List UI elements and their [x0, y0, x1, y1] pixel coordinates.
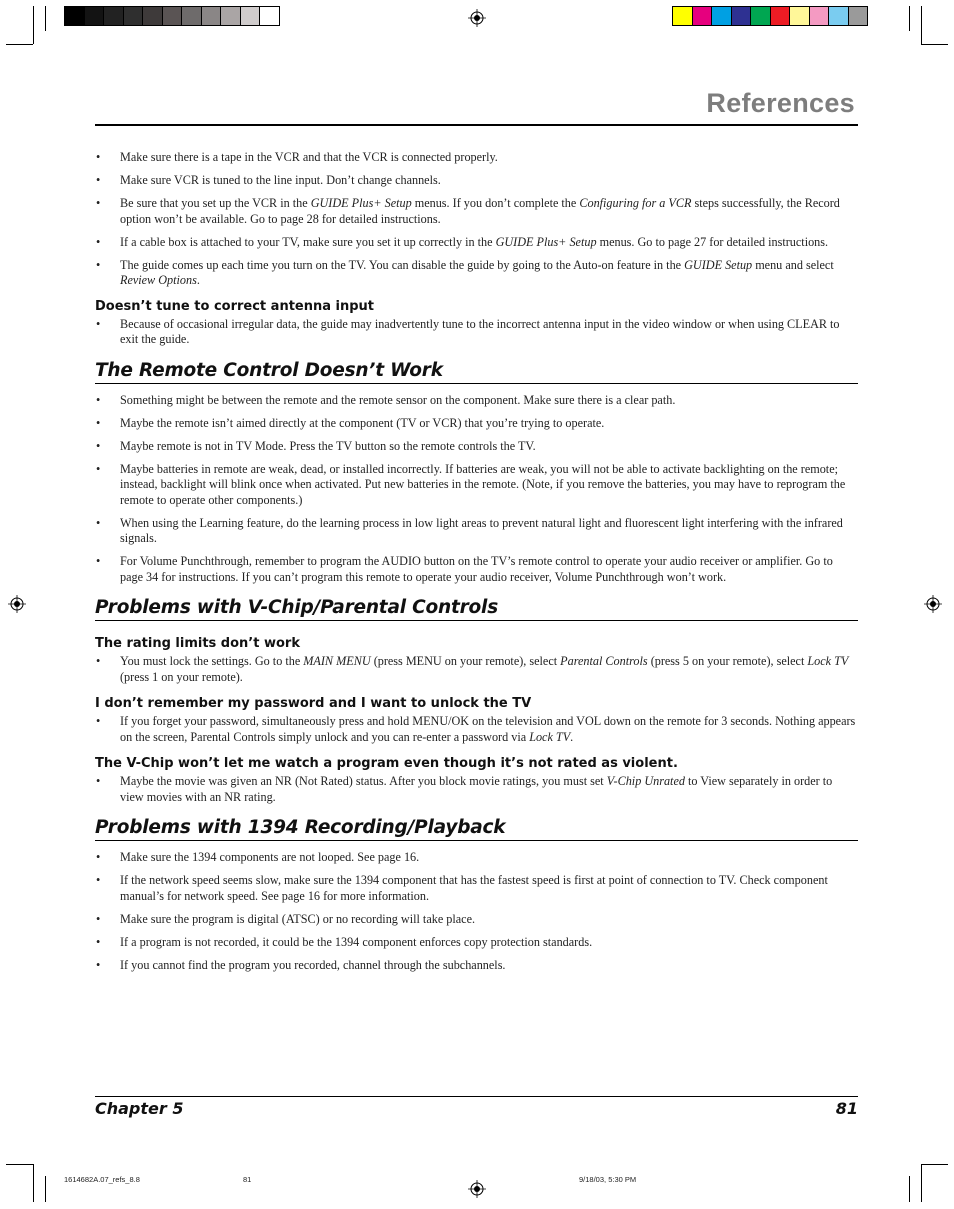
bullet-text: If you forget your password, simultaneously press and hold MENU/OK on the television and VOL down on the remote for 3 seconds. Nothing appears on the screen, Parental Controls simply unlock and you can re-enter a password via [120, 714, 856, 744]
gray-swatch [182, 7, 202, 25]
bullet-text: Something might be between the remote and the remote sensor on the component. Make sure there is a clear path. [120, 392, 676, 407]
gray-swatch [163, 7, 183, 25]
bullet-text: Maybe batteries in remote are weak, dead, or installed incorrectly. If batteries are weak, you will not be able to activate backlighting on the remote; instead, backlight will blink once when activated. Put new batteries in the remote. (Note, if you remove the batteries, you may have to reprogram the remote to operate other components.) [120, 461, 846, 507]
color-swatch [732, 7, 752, 25]
bullet-text: menus. If you don’t complete the [411, 196, 580, 210]
gray-swatch [124, 7, 144, 25]
bullet-text: Maybe the remote isn’t aimed directly at the component (TV or VCR) that you’re trying to operate. [120, 415, 605, 430]
bullet-text: For Volume Punchthrough, remember to program the AUDIO button on the TV’s remote control to operate your audio receiver or amplifier. Go to page 34 for instructions. If you can’t program this remote to operate your audio receiver, Volume Punchthrough won’t work. [120, 554, 833, 584]
bullet-text: If you cannot find the program you recorded, channel through the subchannels. [120, 957, 506, 972]
violent-bullet-list [95, 774, 858, 805]
bullet-text: (press 1 on your remote). [120, 669, 243, 684]
bullet-text: to View separately in order to view movies with an NR rating. [120, 774, 833, 804]
antenna-bullet-list [95, 317, 858, 348]
menu-name: Configuring for a VCR [579, 196, 692, 210]
rating-subheading: The rating limits don’t work [95, 636, 300, 651]
color-swatch [849, 7, 868, 25]
chapter-label: Chapter 5 [95, 1099, 184, 1118]
bullet-text: (press 5 on your remote), select [647, 654, 808, 668]
list-item [95, 150, 858, 166]
gray-swatch [260, 7, 279, 25]
slug-filename: 1614682A.07_refs_8.8 [64, 1175, 140, 1184]
bullet-text: If the network speed seems slow, make sure the 1394 component that has the fastest speed is first at point of connection to TV. Check component manual’s for network speed. See page 16 for more information. [120, 873, 828, 903]
password-bullet-list [95, 714, 858, 745]
grayscale-bar [64, 6, 280, 26]
list-item [95, 317, 858, 348]
slug-date: 9/18/03, 5:30 PM [579, 1175, 637, 1184]
list-item [95, 173, 858, 189]
bullet-text: If a cable box is attached to your TV, make sure you set it up correctly in the [120, 234, 496, 249]
intro-bullet-list [95, 150, 858, 289]
menu-name: MAIN MENU [303, 654, 371, 668]
menu-name: GUIDE Plus+ Setup [495, 234, 597, 249]
list-item [95, 935, 858, 951]
antenna-subheading: Doesn’t tune to correct antenna input [95, 298, 375, 314]
bullet-text: (press MENU on your remote), select [370, 654, 561, 668]
registration-mark-icon [468, 9, 486, 27]
registration-mark-icon [468, 1180, 486, 1198]
list-item [95, 196, 858, 227]
registration-mark-icon [8, 595, 26, 613]
gray-swatch [143, 7, 163, 25]
remote-section-heading: The Remote Control Doesn’t Work [95, 360, 858, 384]
bullet-text: Make sure the 1394 components are not looped. See page 16. [120, 850, 420, 864]
violent-subheading: The V-Chip won’t let me watch a program even though it’s not rated as violent. [95, 756, 678, 771]
color-swatch [712, 7, 732, 25]
bullet-text: Maybe remote is not in TV Mode. Press the TV button so the remote controls the TV. [120, 438, 536, 453]
menu-name: Lock TV [529, 729, 571, 744]
list-item [95, 554, 858, 585]
page-title: References [706, 88, 855, 118]
bullet-text: Because of occasional irregular data, the guide may inadvertently tune to the incorrect antenna input in the video window or when using CLEAR to exit the guide. [120, 316, 840, 346]
gray-swatch [221, 7, 241, 25]
menu-name: V-Chip Unrated [606, 774, 685, 788]
slug-page: 81 [243, 1175, 252, 1184]
color-swatch [693, 7, 713, 25]
footer-rule [95, 1096, 858, 1097]
bullet-text: . [196, 273, 200, 287]
recording-bullet-list [95, 850, 858, 973]
gray-swatch [65, 7, 85, 25]
registration-mark-icon [924, 595, 942, 613]
bullet-text: Be sure that you set up the VCR in the [120, 196, 311, 210]
header-rule [95, 124, 858, 126]
main-content [95, 150, 858, 981]
bullet-text: steps successfully, the Record option won’t be available. Go to page 28 for detailed instructions. [120, 196, 840, 226]
bullet-text: The guide comes up each time you turn on the TV. You can disable the guide by going to the Auto-on feature in the [120, 257, 685, 272]
color-swatch [673, 7, 693, 25]
list-item [95, 654, 858, 685]
bullet-text: menus. Go to page 27 for detailed instructions. [596, 234, 829, 249]
bullet-text: When using the Learning feature, do the learning process in low light areas to prevent natural light and fluorescent light interfering with the infrared signals. [120, 515, 843, 545]
menu-name: Parental Controls [560, 654, 648, 668]
list-item [95, 958, 858, 974]
gray-swatch [202, 7, 222, 25]
list-item [95, 235, 858, 251]
color-swatch [829, 7, 849, 25]
list-item [95, 516, 858, 547]
menu-name: Review Options [120, 273, 197, 287]
list-item [95, 850, 858, 866]
bullet-text: Make sure VCR is tuned to the line input. Don’t change channels. [120, 173, 441, 187]
remote-bullet-list [95, 393, 858, 586]
color-bar [672, 6, 868, 26]
menu-name: GUIDE Plus+ Setup [310, 196, 412, 210]
list-item [95, 393, 858, 409]
gray-swatch [241, 7, 261, 25]
menu-name: GUIDE Setup [684, 257, 753, 272]
vchip-section-heading: Problems with V-Chip/Parental Controls [95, 597, 858, 621]
password-subheading: I don’t remember my password and I want to unlock the TV [95, 696, 532, 711]
rating-bullet-list [95, 654, 858, 685]
list-item [95, 774, 858, 805]
bullet-text: Make sure there is a tape in the VCR and that the VCR is connected properly. [120, 150, 498, 164]
list-item [95, 462, 858, 509]
list-item [95, 258, 858, 289]
bullet-text: Make sure the program is digital (ATSC) or no recording will take place. [120, 911, 476, 926]
bullet-text: . [570, 729, 574, 744]
recording-section-heading: Problems with 1394 Recording/Playback [95, 817, 858, 841]
list-item [95, 714, 858, 745]
color-swatch [751, 7, 771, 25]
list-item [95, 912, 858, 928]
list-item [95, 416, 858, 432]
menu-name: Lock TV [807, 654, 849, 668]
color-swatch [771, 7, 791, 25]
list-item [95, 439, 858, 455]
list-item [95, 873, 858, 904]
bullet-text: Maybe the movie was given an NR (Not Rated) status. After you block movie ratings, you must set [120, 774, 607, 788]
gray-swatch [104, 7, 124, 25]
color-swatch [810, 7, 830, 25]
color-swatch [790, 7, 810, 25]
gray-swatch [85, 7, 105, 25]
bullet-text: menu and select [752, 257, 834, 272]
bullet-text: If a program is not recorded, it could be the 1394 component enforces copy protection standards. [120, 934, 593, 949]
bullet-text: You must lock the settings. Go to the [120, 654, 304, 668]
page-number: 81 [835, 1099, 858, 1118]
